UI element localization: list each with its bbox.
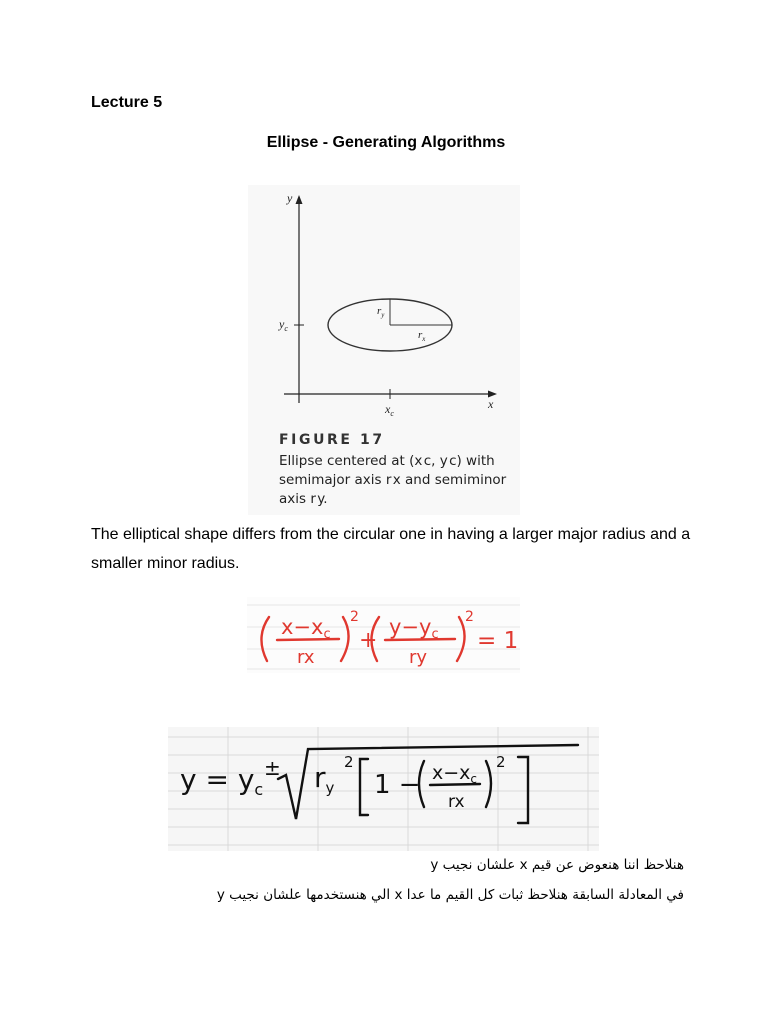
rx-label: $r_x$ [418,329,426,343]
close-paren [486,761,491,807]
denominator: rx [448,792,465,812]
numerator-1: x−xc [281,615,331,642]
open-bracket [360,759,368,815]
lecture-number: Lecture 5 [91,94,163,111]
ellipse-figure [248,185,520,515]
arabic-note-1: هنلاحظ اننا هنعوض عن قيم x علشان نجيب y [430,857,684,873]
yc-label: $y_c$ [279,317,288,333]
ellipse-equation-image [247,597,520,673]
paren-exponent: 2 [496,753,506,771]
exponent-1: 2 [350,609,359,625]
figure-caption: Ellipse centered at (x c, y c) with semimajor axis r x and semiminor axis r y. [279,453,507,507]
numerator-2: y−yc [389,615,439,642]
plus-sign: + [359,628,378,653]
body-paragraph: The elliptical shape differs from the circular one in having a larger major radius and a smaller minor radius. [91,526,691,572]
x-axis-label: x [488,397,494,411]
rhs-equals-one: = 1 [477,628,519,654]
close-bracket [518,757,528,823]
ry-label: $r_y$ [377,305,385,319]
fraction-bar-2 [385,639,455,640]
y-axis-label: y [287,191,293,205]
page-title: Ellipse - Generating Algorithms [266,134,506,151]
solved-y-equation-image [168,727,599,851]
close-paren-2 [457,617,465,661]
denominator-1: rx [297,647,315,668]
denominator-2: ry [409,647,428,668]
exponent-2: 2 [465,609,474,625]
y-axis-arrow [296,195,303,204]
arabic-note-2: في المعادلة السابقة هنلاحظ ثبات كل القيم ما عدا x الي هنستخدمها علشان نجيب y [216,887,684,903]
lhs-y-equals-yc: $y = y_c$ [180,763,264,799]
numerator: $x-x_c$ [432,762,478,786]
ellipse-standard-equation [247,597,520,673]
solved-y-equation [168,727,599,851]
ry-term: $r_y$ [314,761,335,797]
figure-label: FIGURE 17 [279,432,385,448]
plus-minus-sign: ± [264,756,281,780]
one-minus: 1 − [374,770,421,800]
close-paren-1 [341,617,349,661]
open-paren-1 [261,617,269,661]
xc-label: $x_c$ [385,402,394,418]
ry-exponent: 2 [344,753,354,771]
